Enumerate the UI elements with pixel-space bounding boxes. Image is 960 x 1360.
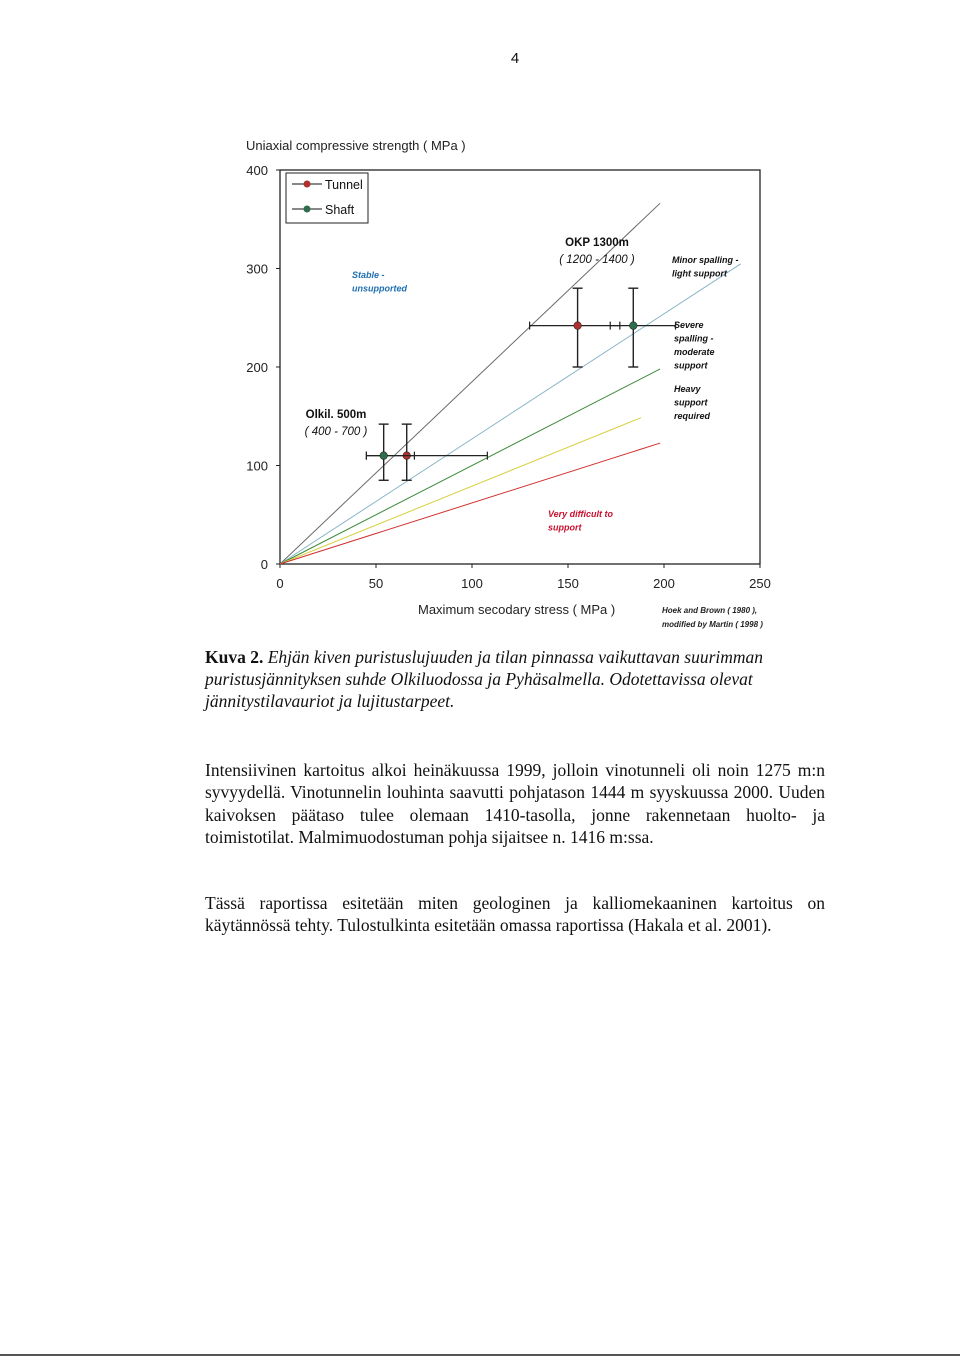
y-axis-ticks [246, 163, 280, 572]
data-point-tunnel-okp [574, 322, 582, 330]
y-tick-label-200: 200 [246, 360, 268, 375]
caption-text: Ehjän kiven puristuslujuuden ja tilan pinnassa vaikuttavan suurimman puristusjännityksen suhde Olkiluodossa ja Pyhäsalmella. Odotettavissa olevat jännitystilavauriot ja lujitustarpeet. [205, 647, 764, 711]
regime-line-heavy [280, 418, 641, 564]
chart-title: Uniaxial compressive strength ( MPa ) [246, 138, 466, 153]
x-tick-label-0: 0 [276, 576, 284, 591]
region-label-stable-2: unsupported [352, 283, 407, 294]
y-tick-label-100: 100 [246, 458, 268, 474]
legend-marker-shaft [304, 206, 311, 213]
x-tick-label-100: 100 [461, 576, 483, 591]
chart-legend [286, 173, 368, 223]
region-labels [352, 255, 739, 533]
legend-label-shaft: Shaft [325, 203, 355, 217]
y-tick-label-0: 0 [260, 557, 268, 572]
x-tick-label-250: 250 [749, 576, 771, 591]
data-point-shaft-olkil [380, 452, 388, 460]
site-range-olkil: ( 400 - 700 ) [304, 426, 368, 438]
x-tick-label-50: 50 [368, 576, 384, 591]
y-tick-label-300: 300 [246, 261, 268, 277]
site-label-olkil: Olkil. 500m [305, 409, 367, 421]
strength-stress-chart [0, 0, 960, 640]
y-tick-label-400: 400 [246, 163, 268, 178]
region-label-minor-1: Minor spalling - [672, 255, 739, 265]
region-label-heavy-3: required [674, 411, 711, 421]
region-label-minor-2: light support [672, 268, 727, 279]
x-axis-ticks [276, 564, 770, 591]
region-label-very-1: Very difficult to [548, 509, 614, 519]
x-tick-label-150: 150 [557, 576, 579, 591]
data-points [366, 288, 675, 480]
regime-line-severe [280, 369, 660, 564]
data-point-shaft-okp [629, 322, 637, 330]
page-bottom-edge [0, 1354, 960, 1356]
region-label-severe-4: support [674, 360, 708, 371]
site-label-okp: OKP 1300m [565, 237, 629, 249]
region-label-heavy-1: Heavy [674, 384, 701, 394]
region-label-stable-1: Stable - [352, 270, 385, 280]
caption-label: Kuva 2. [205, 647, 264, 667]
body-paragraph-2: Tässä raportissa esitetään miten geologinen ja kalliomekaaninen kartoitus on käytännössä tehty. Tulostulkinta esitetään omassa raportissa (Hakala et al. 2001). [205, 893, 825, 936]
source-note-line-1: Hoek and Brown ( 1980 ), [662, 606, 758, 615]
legend-marker-tunnel [304, 181, 311, 188]
region-label-very-2: support [548, 522, 582, 533]
region-label-severe-1: Severe [674, 320, 704, 330]
x-axis-label: Maximum secodary stress ( MPa ) [418, 602, 616, 617]
region-label-heavy-2: support [674, 397, 708, 408]
site-range-okp: ( 1200 - 1400 ) [559, 254, 635, 266]
regime-line-very [280, 443, 660, 564]
page-number: 4 [510, 50, 520, 67]
legend-label-tunnel: Tunnel [325, 178, 363, 192]
region-label-severe-2: spalling - [674, 333, 714, 344]
region-label-severe-3: moderate [674, 347, 715, 357]
x-tick-label-200: 200 [653, 576, 675, 591]
body-paragraph-1: Intensiivinen kartoitus alkoi heinäkuussa 1999, jolloin vinotunneli oli noin 1275 m:n syvyydellä. Vinotunnelin louhinta saavutti pohjatason 1444 m syyskuussa 2000. Uuden kaivoksen päätaso tulee olemaan 1410-tasolla, jonne rakennetaan huolto- ja toimistotilat. Malmimuodostuman pohja sijaitsee n. 1416 m:ssa. [205, 760, 825, 847]
source-note-line-2: modified by Martin ( 1998 ) [662, 620, 763, 629]
figure-caption [205, 646, 825, 712]
